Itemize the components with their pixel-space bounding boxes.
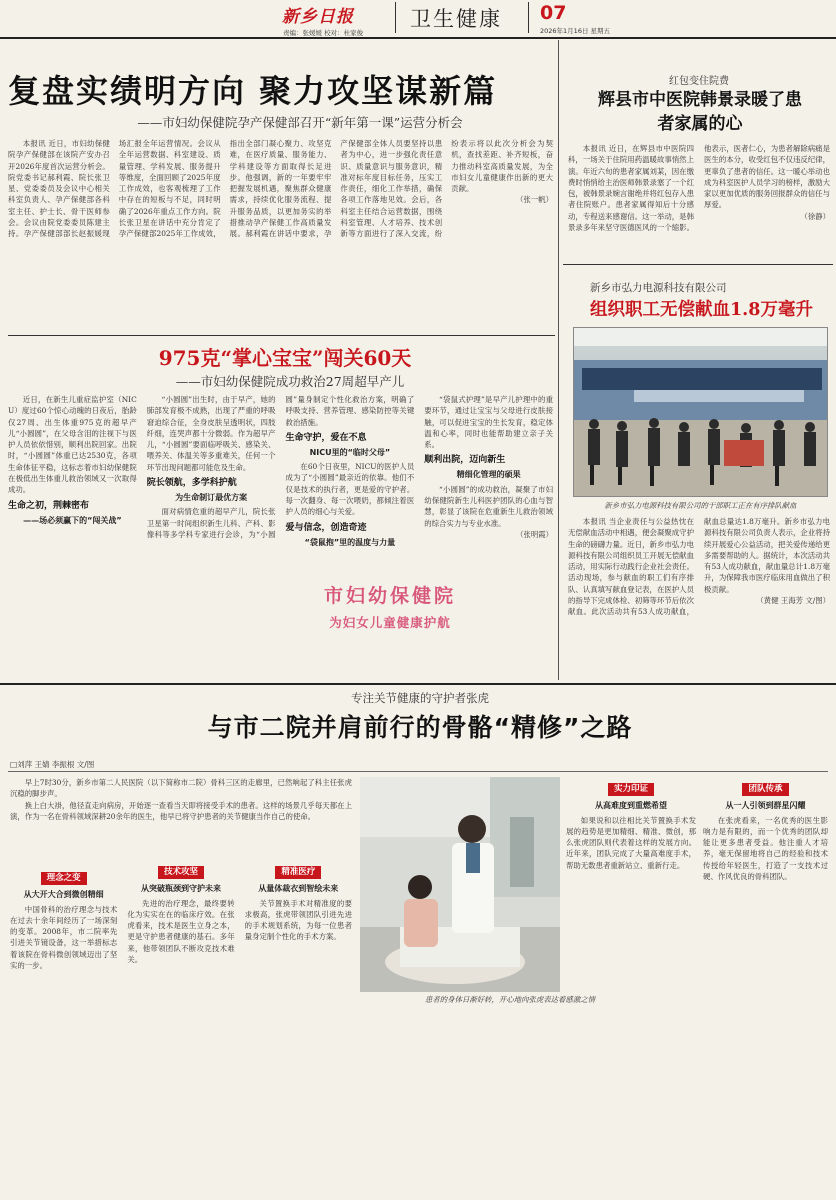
article-4-byline: （张明霞） (516, 529, 553, 539)
masthead (0, 0, 836, 36)
article-5-section-2-sub: 从突破瓶颈到守护未来 (140, 884, 221, 894)
article-1-text: 本报讯 近日，市妇幼保健院孕产保健部在该院产安办召开2026年度首次运营分析会。院党委书记郝利霞、院长张卫星、党委委员及会议中心相关科室负责人、孕产保健部各科室主任、护士长、骨干医师参会。会议由院党委委员陈建主持。孕产保健部部长赵振媛现场汇报全年运营情况。会议从全年运营数据、科室建设、质量管理、学科发展、服务提升等维度，全面回顾了2025年度工作成效，也客观梳理了工作中存在的短板与不足，同时明确了2026年重点工作方向。院长张卫星在讲话中充分肯定了孕产保健部2025年工作成效，指出全部门凝心聚力、攻坚克难，在医疗质量、服务能力、学科建设等方面取得长足进步。他强调，新的一年要牢牢把握发展机遇，聚焦群众健康需求，持续优化服务流程、提升服务品质，以更加务实的举措推动孕产保健工作高质量发展。郝利霞在讲话中要求，孕产保健部全体人员要坚持以患者为中心，进一步强化责任意识、质量意识与服务意识，精准对标年度目标任务，压实工作责任，细化工作举措，确保各项工作落地见效。会后，各科室主任结合运营数据，围绕科室管理、人才培养、技术创新等方面进行了深入交流，纷纷表示将以此次分析会为契机，查找差距、补齐短板，奋力推动科室高质量发展，为全市妇女儿童健康作出新的更大贡献。 (8, 139, 553, 239)
slogan-subtitle: 为妇女儿童健康护航 (329, 615, 451, 630)
article-5-section-5-body: 在张虎看来，一名优秀的医生影响力是有限的，而一个优秀的团队却能让更多患者受益。他注重人才培养，毫无保留地将自己的经验和技术传授给年轻医生，打造了一支技术过硬、作风优良的骨科团队。 (703, 815, 828, 882)
article-4-section-2-body: 面对病情危重的超早产儿，院长张卫星第一时间组织新生儿科、产科、影像科等多学科专家进行会诊，为“小圆圆”量身制定个性化救治方案，明确了呼吸支持、营养管理、感染防控等关键救治措施。 (146, 395, 415, 539)
byline-rule (8, 771, 828, 772)
article-5-col-right (703, 777, 828, 1197)
vertical-divider (558, 40, 559, 680)
doctor-patient-photo-art (360, 777, 560, 992)
article-3-body (568, 516, 830, 684)
article-3-headline: 组织职工无偿献血1.8万毫升 (590, 300, 813, 320)
article-5-byline: □刘萍 王婧 李振根 文/图 (10, 760, 95, 769)
article-5-section-5-sub: 从一人引领到群星闪耀 (725, 801, 806, 811)
article-5-section-3-title: 精准医疗 (275, 866, 321, 879)
article-2-kicker: 红包变住院费 (669, 76, 729, 86)
doctor-patient-photo (360, 777, 560, 992)
article-5-section-1-sub: 从大开大合到微创精细 (23, 890, 104, 900)
article-5-section-5-title: 团队传承 (742, 783, 788, 796)
article-5-section-1-title: 理念之变 (41, 872, 87, 885)
article-4-headline: 975克“掌心宝宝”闯关60天 (158, 346, 412, 370)
newspaper-logo: 新乡日报 (282, 7, 354, 27)
blood-donation-photo (573, 327, 828, 497)
article-4-intro: 近日，在新生儿重症监护室（NICU）度过60个惊心动魄的日夜后，胎龄仅27周、出生体重975克的超早产儿“小圆圆”，在父母含泪的注视下与医护人员依依惜别，顺利出院回家。出院时，“小圆圆”体重已达2530克，各项生命体征平稳，这标志着市妇幼保健院在极低出生体重儿救治领域又一次取得成功。 (8, 395, 137, 495)
article-2-body (568, 143, 830, 253)
article-4-section-4-title: 爱与信念，创造奇迹 (285, 522, 367, 533)
masthead-divider (395, 2, 396, 33)
article-2-byline: （徐静） (800, 211, 830, 221)
article-5-section-4 (566, 783, 696, 796)
article-5-col-mid (566, 777, 696, 1197)
article-4-section-5-sub: 精细化管理的硕果 (456, 470, 521, 480)
hospital-slogan-banner (290, 575, 490, 647)
article-5-section-1 (10, 872, 117, 885)
article-5-lead-1: 早上7时30分，新乡市第二人民医院（以下简称市二院）骨科三区的走廊里，已然响起了科主任张虎沉稳的脚步声。 (10, 778, 352, 799)
article-2-headline: 辉县市中医院韩景录暖了患者家属的心 (598, 90, 802, 134)
article-5-section-4-sub: 从高难度到重燃希望 (595, 801, 667, 811)
article-3-kicker: 新乡市弘力电源科技有限公司 (590, 282, 727, 294)
article-5-section-5 (703, 783, 828, 796)
article-4-section-1-sub: ——场必须赢下的“闯关战” (23, 515, 122, 525)
article-4-section-3-body: 在60个日夜里，NICU的医护人员成为了“小圆圆”最亲近的依靠。他们不仅是技术的执行者，更是爱的守护者。每一次翻身、每一次喂奶，都倾注着医护人员的细心与关爱。 (285, 462, 415, 517)
article-4-subhead: ——市妇幼保健院成功救治27周超早产儿 (175, 374, 405, 388)
article-1-headline: 复盘实绩明方向 聚力攻坚谋新篇 (8, 72, 498, 110)
article-5-headline: 与市二院并肩前行的骨骼“精修”之路 (207, 713, 633, 742)
article-5-col-left (10, 866, 352, 1196)
article-4-section-4-sub: “袋鼠抱”里的温度与力量 (304, 537, 396, 547)
article-5-section-3 (245, 866, 352, 879)
article-5-section-1-body: 中国骨科的治疗理念与技术在过去十余年间经历了一场深刻的变革。2008年，市二院率先引进关节镜设备，这一举措标志着该院在骨科微创领域迈出了坚实的一步。 (10, 904, 118, 971)
article-4-section-5-body: “小圆圆”的成功救治，凝聚了市妇幼保健院新生儿科医护团队的心血与智慧，彰显了该院在危重新生儿救治领域的综合实力与专业水准。 (424, 484, 553, 528)
article-5-section-4-title: 实力印证 (608, 783, 654, 796)
article-1-body (8, 138, 553, 333)
article-1-byline: （张一帆） (516, 195, 553, 205)
section-rule (0, 683, 836, 685)
article-3-byline: （黄健 王海芳 文/图） (756, 596, 830, 606)
article-5-section-2-title: 技术攻坚 (158, 866, 204, 879)
article-4-section-5-title: 顺利出院，迈向新生 (424, 455, 506, 466)
masthead-divider (528, 2, 529, 33)
article-4-section-1-title: 生命之初，荆棘密布 (8, 500, 90, 511)
blood-donation-photo-art (574, 328, 828, 497)
article-5-lead (10, 777, 352, 861)
top-rule (0, 37, 836, 39)
article-4-section-3-sub: NICU里的“临时父母” (309, 447, 391, 457)
article-1-subhead: ——市妇幼保健院孕产保健部召开“新年第一课”运营分析会 (137, 115, 463, 130)
article-4-section-1-body: “小圆圆”出生时，由于早产，她的肺部发育极不成熟，出现了严重的呼吸窘迫综合征，全身皮肤呈透明状，四肢纤细，连哭声都十分微弱。作为超早产儿，“小圆圆”要面临呼吸关、感染关、喂养关、体温关等多重难关，任何一个环节出现问题都可能危及生命。 (146, 395, 276, 472)
article-3-text: 本报讯 当企业责任与公益热忱在无偿献血活动中相遇，便会凝聚成守护生命的磅礴力量。近日，新乡市弘力电源科技有限公司组织员工开展无偿献血活动，用实际行动践行企业社会责任。活动现场，参与献血的职工们有序排队、认真填写献血登记表，在医护人员的指导下完成体检、初筛等环节后依次献血。此次活动共有53人成功献血，献血总量达1.8万毫升。新乡市弘力电源科技有限公司负责人表示，企业将持续开展爱心公益活动，把关爱传递给更多需要帮助的人。据统计，本次活动共有53人成功献血，献血量总计1.8万毫升，为保障我市医疗临床用血做出了积极贡献。 (568, 517, 830, 617)
issue-date: 2026年1月16日 星期五 (540, 27, 611, 35)
article-4-section-4-body: “袋鼠式护理”是早产儿护理中的重要环节，通过让宝宝与父母进行皮肤接触，可以促进宝宝的生长发育，稳定体温和心率，同时也能帮助建立亲子关系。 (424, 395, 553, 450)
article-5-section-4-body: 如果说和以往相比关节置换手术发展的趋势是更加精细、精准、微创，那么张虎团队则代表着这样的发展方向。近年来，团队完成了大量高难度手术，帮助无数患者重新站立、重新行走。 (566, 815, 696, 870)
divider (563, 264, 833, 265)
editors-line: 责编：张媛媛 校对：杜家俊 (283, 29, 364, 36)
section-title: 卫生健康 (410, 7, 502, 31)
article-5-photo-caption: 患者的身体日渐好转，开心地向张虎表达着感激之情 (425, 995, 595, 1004)
article-5-section-3-body: 关节置换手术对精准度的要求极高，张虎带领团队引进先进的手术规划系统，为每一位患者量身定制个性化的手术方案。 (244, 898, 352, 942)
article-5-section-2-body: 先进的治疗理念，最终要转化为实实在在的临床疗效。在张虎看来，技术是医生立身之本，更是守护患者健康的基石。多年来，他带领团队不断攻克技术难关。 (127, 898, 235, 965)
article-5-kicker: 专注关节健康的守护者张虎 (351, 691, 489, 705)
page-number: 07 (540, 2, 567, 24)
divider (8, 335, 555, 336)
article-4-section-3-title: 生命守护，爱在不息 (285, 432, 367, 443)
article-5-section-2 (127, 866, 234, 879)
slogan-title: 市妇幼保健院 (323, 585, 456, 607)
article-5-lead-2: 换上白大褂，他径直走向病房，开始逐一查看当天即将接受手术的患者。这样的场景几乎每天都在上演，作为一名在骨科领域深耕20余年的医生，他早已将守护患者的关节健康当作自己的使命。 (10, 800, 352, 821)
article-3-photo-caption: 新乡市弘力电源科技有限公司的干部职工正在有序排队献血 (604, 501, 797, 510)
article-5-section-3-sub: 从量体裁衣到智绘未来 (258, 884, 339, 894)
article-4-section-2-title: 院长领航，多学科护航 (146, 478, 237, 489)
article-4-section-2-sub: 为生命制订最优方案 (175, 493, 248, 503)
article-2-text: 本报讯 近日，在辉县市中医院四科，一场关于住院用药温暖故事悄然上演。年近六旬的患者家属刘某，因在缴费时悄悄给主治医师韩景录塞了一个红包，被韩景录婉言谢绝并将红包存入患者住院账户。患者家属得知后十分感动，专程送来感谢信。这一举动，是韩景录多年来坚守医德医风的一个缩影。他表示，医者仁心，为患者解除病痛是医生的本分，收受红包不仅违反纪律，更辜负了患者的信任。这一暖心举动也成为科室医护人员学习的榜样，激励大家以更加优质的服务回报群众的信任与厚爱。 (568, 144, 830, 233)
